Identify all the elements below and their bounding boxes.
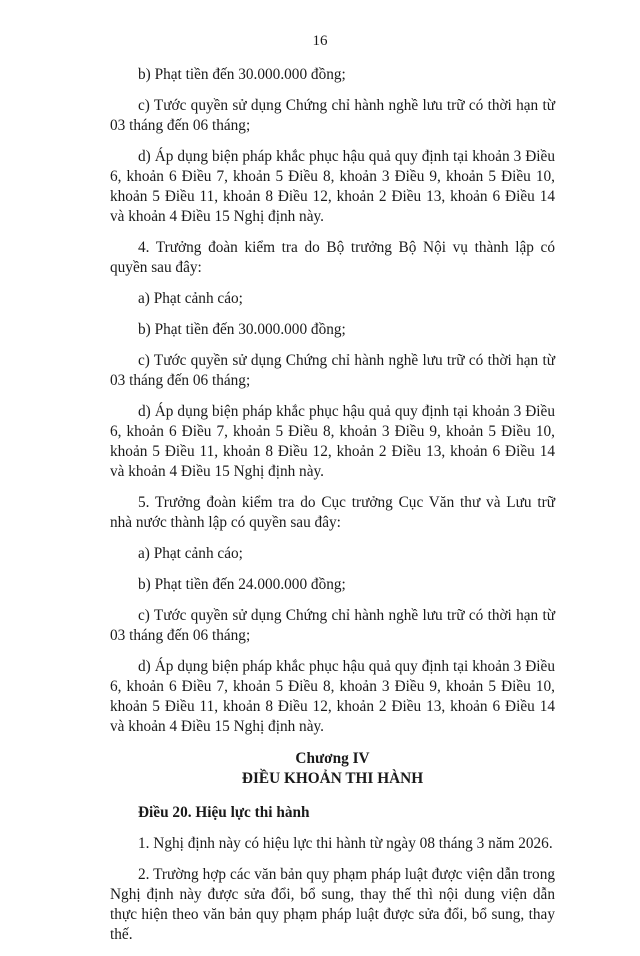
paragraph: d) Áp dụng biện pháp khắc phục hậu quả quy định tại khoản 3 Điều 6, khoản 6 Điều 7, khoản 5 Điều 8, khoản 3 Điều 9, khoản 5 Điều 10, khoản 5 Điều 11, khoản 8 Điều 12, khoản 2 Điều 13, khoản 6 Điều 14 và khoản 4 Điều 15 Nghị định này. [110, 403, 555, 480]
page-number: 16 [312, 33, 328, 49]
paragraph: b) Phạt tiền đến 30.000.000 đồng; [138, 66, 346, 83]
paragraph: a) Phạt cảnh cáo; [138, 545, 243, 562]
paragraph: c) Tước quyền sử dụng Chứng chỉ hành nghề lưu trữ có thời hạn từ 03 tháng đến 06 tháng; [110, 607, 555, 644]
document-body [110, 65, 555, 956]
paragraph: 1. Nghị định này có hiệu lực thi hành từ ngày 08 tháng 3 năm 2026. [138, 835, 553, 852]
paragraph: a) Phạt cảnh cáo; [138, 290, 243, 307]
paragraph: c) Tước quyền sử dụng Chứng chỉ hành nghề lưu trữ có thời hạn từ 03 tháng đến 06 tháng; [110, 352, 555, 389]
article-heading: Điều 20. Hiệu lực thi hành [138, 804, 310, 821]
chapter-label: Chương IV [295, 750, 370, 767]
paragraph: c) Tước quyền sử dụng Chứng chỉ hành nghề lưu trữ có thời hạn từ 03 tháng đến 06 tháng; [110, 97, 555, 134]
paragraph: b) Phạt tiền đến 30.000.000 đồng; [138, 321, 346, 338]
paragraph: 2. Trường hợp các văn bản quy phạm pháp luật được viện dẫn trong Nghị định này được sửa đổi, bổ sung, thay thế thì nội dung viện dẫn thực hiện theo văn bản quy phạm pháp luật được sửa đổi, bổ sung, thay thế. [110, 866, 555, 943]
paragraph: b) Phạt tiền đến 24.000.000 đồng; [138, 576, 346, 593]
paragraph: d) Áp dụng biện pháp khắc phục hậu quả quy định tại khoản 3 Điều 6, khoản 6 Điều 7, khoản 5 Điều 8, khoản 3 Điều 9, khoản 5 Điều 10, khoản 5 Điều 11, khoản 8 Điều 12, khoản 2 Điều 13, khoản 6 Điều 14 và khoản 4 Điều 15 Nghị định này. [110, 148, 555, 225]
paragraph: d) Áp dụng biện pháp khắc phục hậu quả quy định tại khoản 3 Điều 6, khoản 6 Điều 7, khoản 5 Điều 8, khoản 3 Điều 9, khoản 5 Điều 10, khoản 5 Điều 11, khoản 8 Điều 12, khoản 2 Điều 13, khoản 6 Điều 14 và khoản 4 Điều 15 Nghị định này. [110, 658, 555, 735]
chapter-title: ĐIỀU KHOẢN THI HÀNH [241, 770, 424, 787]
paragraph: 4. Trưởng đoàn kiểm tra do Bộ trưởng Bộ Nội vụ thành lập có quyền sau đây: [110, 239, 555, 276]
paragraph: 5. Trưởng đoàn kiểm tra do Cục trưởng Cục Văn thư và Lưu trữ nhà nước thành lập có quyền sau đây: [110, 494, 555, 531]
